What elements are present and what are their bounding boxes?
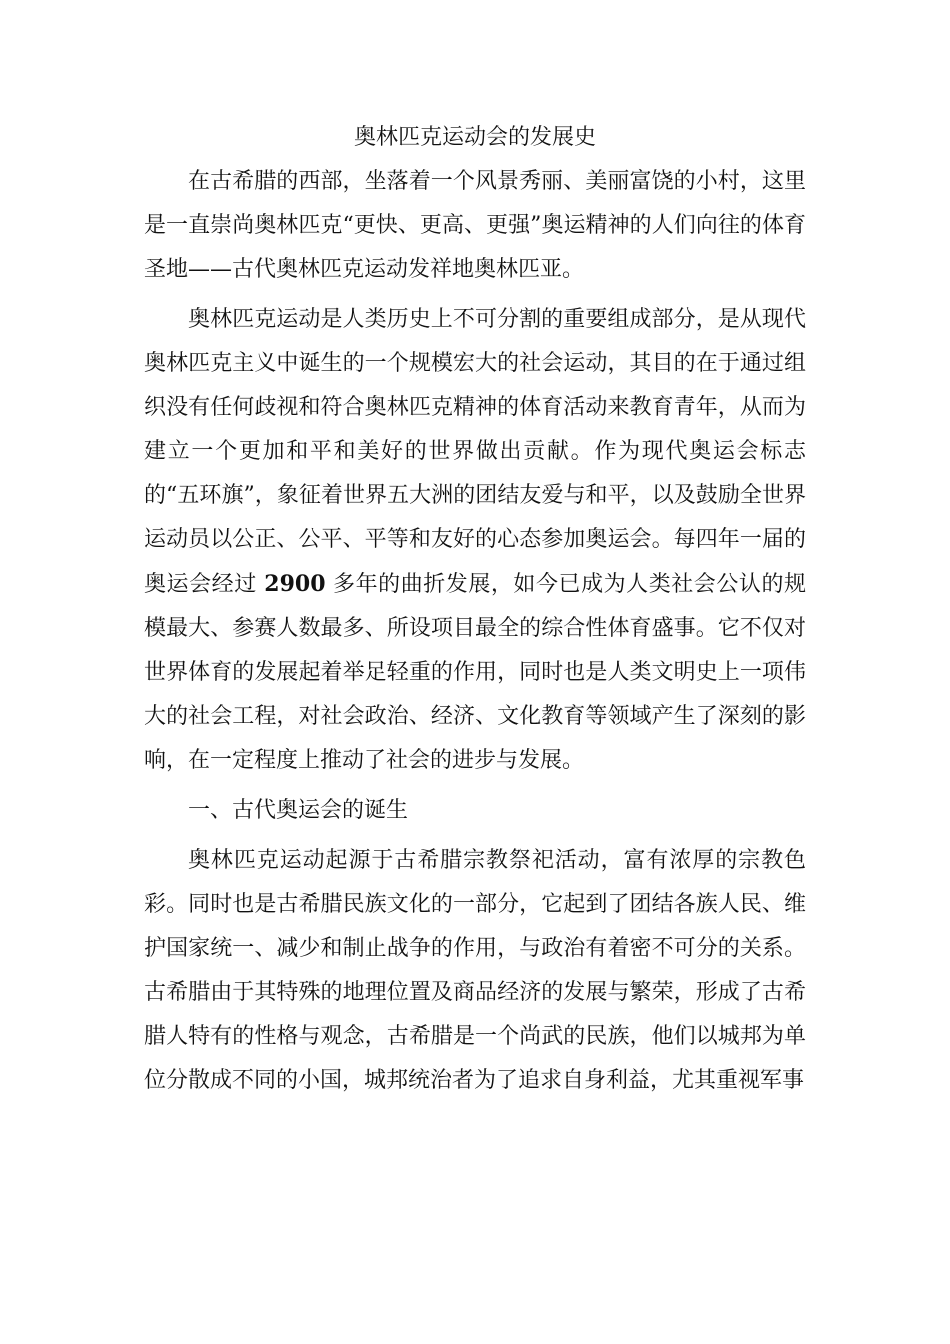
document-body: [144, 116, 806, 1109]
paragraph-text-part1: 奥林匹克运动是人类历史上不可分割的重要组成部分，是从现代奥林匹克主义中诞生的一个规模宏大的社会运动，其目的在于通过组织没有任何歧视和符合奥林匹克精神的体育活动来教育青年，从而为建立一个更加和平和美好的世界做出贡献。作为现代奥运会标志的“五环旗”，象征着世界五大洲的团结友爱与和平，以及鼓励全世界运动员以公正、公平、平等和友好的心态参加奥运会。每四年一届的奥运会经过: [144, 307, 806, 597]
document-title: 奥林匹克运动会的发展史: [353, 125, 596, 150]
years-number: 2900: [264, 571, 326, 597]
paragraph-text-part2: 多年的曲折发展，如今已成为人类社会公认的规模最大、参赛人数最多、所设项目最全的综合性体育盛事。它不仅对世界体育的发展起着举足轻重的作用，同时也是人类文明史上一项伟大的社会工程，对社会政治、经济、文化教育等领域产生了深刻的影响，在一定程度上推动了社会的进步与发展。: [144, 572, 806, 773]
paragraph-origins: 奥林匹克运动起源于古希腊宗教祭祀活动，富有浓厚的宗教色彩。同时也是古希腊民族文化的一部分，它起到了团结各族人民、维护国家统一、减少和制止战争的作用，与政治有着密不可分的关系。古希腊由于其特殊的地理位置及商品经济的发展与繁荣，形成了古希腊人特有的性格与观念，古希腊是一个尚武的民族，他们以城邦为单位分散成不同的小国，城邦统治者为了追求自身利益，尤其重视军事: [144, 848, 806, 1093]
paragraph-olympic-movement: [144, 298, 806, 783]
section-heading-ancient-games: 一、古代奥运会的诞生: [188, 798, 409, 823]
paragraph-intro: 在古希腊的西部，坐落着一个风景秀丽、美丽富饶的小村，这里是一直崇尚奥林匹克“更快、更高、更强”奥运精神的人们向往的体育圣地——古代奥林匹克运动发祥地奥林匹亚。: [144, 169, 806, 282]
